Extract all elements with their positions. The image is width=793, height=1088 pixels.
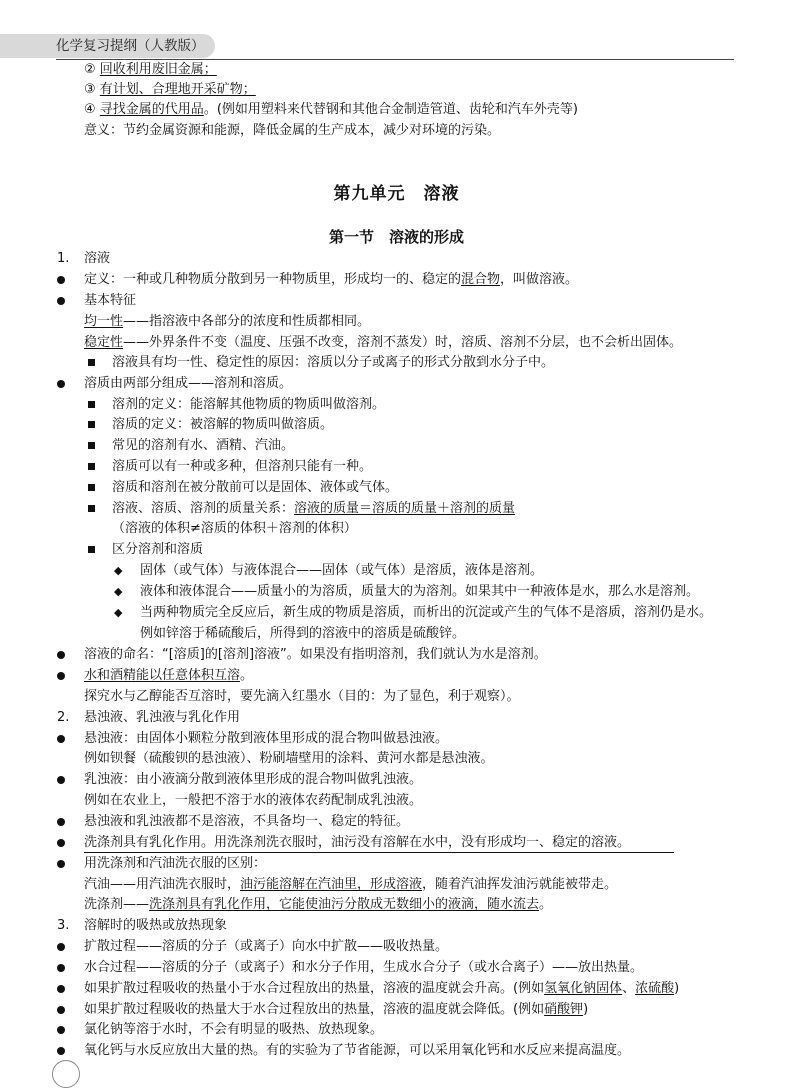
- solute-definition: 溶质的定义：被溶解的物质叫做溶质。: [112, 417, 334, 432]
- section-1-heading: 溶液: [84, 251, 111, 266]
- bullet-square: [88, 442, 95, 449]
- distinguish-heading: 区分溶剂和溶质: [112, 542, 204, 557]
- emulsion-definition: 乳浊液：由小液滴分散到液体里形成的混合物叫做乳浊液。: [84, 772, 423, 787]
- temperature-drop-text: 如果扩散过程吸收的热量大于水合过程放出的热量，溶液的温度就会降低。(例如: [84, 1002, 545, 1017]
- close-paren: ): [674, 981, 680, 996]
- mass-relation: [112, 501, 515, 517]
- bullet-square: [88, 505, 95, 512]
- bullet-dot: [57, 380, 65, 388]
- intro-item-4: [84, 102, 578, 118]
- detergent-underline: [84, 852, 674, 853]
- bullet-dot: [57, 651, 65, 659]
- bullet-dot: [57, 1026, 65, 1034]
- features-heading: 基本特征: [84, 293, 137, 308]
- diamond-bullet: ◆: [114, 585, 123, 598]
- mass-relation-label: 溶液、溶质、溶剂的质量关系：: [112, 501, 295, 516]
- suspension-definition: 悬浊液：由固体小颗粒分散到液体里形成的混合物叫做悬浊液。: [84, 731, 449, 746]
- example-kno3: 硝酸钾: [544, 1002, 584, 1017]
- feature-term: 稳定性: [84, 335, 124, 350]
- item-number: ④: [84, 102, 96, 117]
- item-number: ③: [84, 82, 96, 97]
- temperature-drop: [84, 1002, 588, 1018]
- washing-difference: 用洗涤剂和汽油洗衣服的区别：: [84, 856, 267, 871]
- detergent-label: 洗涤剂——: [84, 897, 150, 912]
- miscibility-end: 。: [240, 668, 254, 683]
- bullet-dot: [57, 1006, 65, 1014]
- feature-term: 均一性: [84, 314, 124, 329]
- temperature-rise-text: 如果扩散过程吸收的热量小于水合过程放出的热量，溶液的温度就会升高。(例如: [84, 981, 545, 996]
- detergent-key: 洗涤剂具有乳化作用，它能使油污分散成无数细小的液滴，随水流去: [149, 897, 540, 912]
- emulsion-example: 例如在农业上，一般把不溶于水的液体农药配制成乳浊液。: [84, 793, 423, 808]
- intro-meaning: 意义：节约金属资源和能源，降低金属的生产成本，减少对环境的污染。: [84, 123, 501, 138]
- mass-relation-formula: 溶液的质量＝溶质的质量＋溶剂的质量: [294, 501, 516, 516]
- bullet-square: [88, 359, 95, 366]
- example-naoh: 氢氧化钠固体: [544, 981, 623, 996]
- bullet-dot: [57, 276, 65, 284]
- diamond-bullet: ◆: [114, 564, 123, 577]
- section-3-number: 3.: [57, 918, 70, 933]
- section-2-number: 2.: [57, 710, 70, 725]
- item-text: 有计划、合理地开采矿物；: [99, 82, 256, 97]
- diamond-bullet: ◆: [114, 606, 123, 619]
- section-1-number: 1.: [57, 251, 70, 266]
- definition-key: 混合物: [461, 272, 501, 287]
- feature-stability: [84, 335, 682, 351]
- rule-solid-liquid: 固体（或气体）与液体混合——固体（或气体）是溶质，液体是溶剂。: [140, 563, 544, 578]
- detergent-end: 。: [539, 897, 553, 912]
- item-text: 回收利用废旧金属；: [99, 62, 217, 77]
- page-corner-circle: [52, 1060, 80, 1088]
- cao-note: 氧化钙与水反应放出大量的热。有的实验为了节省能源，可以采用氧化钙和水反应来提高温度。: [84, 1043, 631, 1058]
- composition: 溶质由两部分组成——溶剂和溶质。: [84, 376, 293, 391]
- nacl-note: 氯化钠等溶于水时，不会有明显的吸热、放热现象。: [84, 1022, 384, 1037]
- solvent-definition: 溶剂的定义：能溶解其他物质的物质叫做溶剂。: [112, 397, 386, 412]
- gasoline-label: 汽油——用汽油洗衣服时，: [84, 877, 241, 892]
- bullet-square: [88, 401, 95, 408]
- section-3-heading: 溶解时的吸热或放热现象: [84, 918, 228, 933]
- header-divider: [56, 59, 734, 60]
- item-note: 。(例如用塑料来代替钢和其他合金制造管道、齿轮和汽车外壳等): [203, 102, 578, 117]
- bullet-dot: [57, 776, 65, 784]
- bullet-dot: [57, 1047, 65, 1055]
- bullet-square: [88, 484, 95, 491]
- suspension-example: 例如钡餐（硫酸钡的悬浊液）、粉刷墙壁用的涂料、黄河水都是悬浊液。: [84, 751, 494, 766]
- gasoline-washing: [84, 877, 617, 893]
- rule-reaction: 当两种物质完全反应后，新生成的物质是溶质，而析出的沉淀或产生的气体不是溶质，溶剂仍是水。: [140, 605, 713, 620]
- temperature-rise: [84, 981, 679, 997]
- section-2-heading: 悬浊液、乳浊液与乳化作用: [84, 710, 241, 725]
- feature-desc: ——外界条件不变（温度、压强不改变，溶剂不蒸发）时，溶质、溶剂不分层，也不会析出固体。: [123, 335, 683, 350]
- bullet-dot: [57, 985, 65, 993]
- feature-uniformity: [84, 314, 370, 330]
- item-number: ②: [84, 62, 96, 77]
- gasoline-key: 油污能溶解在汽油里，形成溶液: [240, 877, 423, 892]
- stability-reason: 溶液具有均一性、稳定性的原因：溶质以分子或离子的形式分散到水分子中。: [112, 355, 555, 370]
- feature-desc: ——指溶液中各部分的浓度和性质都相同。: [123, 314, 371, 329]
- miscibility-key: 水和酒精能以任意体积互溶: [84, 668, 241, 683]
- bullet-dot: [57, 297, 65, 305]
- intro-item-2: [84, 62, 217, 78]
- explore-note: 探究水与乙醇能否互溶时，要先滴入红墨水（目的：为了显色，利于观察）。: [84, 689, 520, 704]
- gasoline-end: ，随着汽油挥发油污就能被带走。: [422, 877, 618, 892]
- bullet-dot: [57, 735, 65, 743]
- phase-note: 溶质和溶剂在被分散前可以是固体、液体或气体。: [112, 480, 399, 495]
- hydration-process: 水合过程——溶质的分子（或离子）和水分子作用，生成水合分子（或水合离子）——放出热量。: [84, 960, 644, 975]
- rule-liquid-liquid: 液体和液体混合——质量小的为溶质，质量大的为溶剂。如果其中一种液体是水，那么水是溶剂。: [140, 584, 700, 599]
- common-solvents: 常见的溶剂有水、酒精、汽油。: [112, 438, 295, 453]
- bullet-square: [88, 546, 95, 553]
- intro-item-3: [84, 82, 256, 98]
- header-title: 化学复习提纲（人教版）: [56, 38, 205, 54]
- bullet-square: [88, 421, 95, 428]
- bullet-dot: [57, 964, 65, 972]
- section-title: 第一节 溶液的形成: [328, 228, 464, 246]
- definition-text: 定义：一种或几种物质分散到另一种物质里，形成均一的、稳定的: [84, 272, 462, 287]
- volume-note: （溶液的体积≠溶质的体积＋溶剂的体积）: [112, 521, 357, 536]
- rule-reaction-example: 例如锌溶于稀硫酸后，所得到的溶液中的溶质是硫酸锌。: [140, 626, 466, 641]
- unit-title: 第九单元 溶液: [333, 184, 460, 204]
- detergent-emulsifying: 洗涤剂具有乳化作用。用洗涤剂洗衣服时，油污没有溶解在水中，没有形成均一、稳定的溶液。: [84, 835, 631, 850]
- bullet-dot: [57, 860, 65, 868]
- not-solution-note: 悬浊液和乳浊液都不是溶液，不具备均一、稳定的特征。: [84, 814, 410, 829]
- definition-end: ，叫做溶液。: [500, 272, 579, 287]
- bullet-dot: [57, 839, 65, 847]
- naming-rule: 溶液的命名：“[溶质]的[溶剂]溶液”。如果没有指明溶剂，我们就认为水是溶剂。: [84, 647, 547, 662]
- close-paren: ): [583, 1002, 589, 1017]
- bullet-square: [88, 463, 95, 470]
- example-h2so4: 浓硫酸: [635, 981, 675, 996]
- bullet-dot: [57, 818, 65, 826]
- bullet-dot: [57, 943, 65, 951]
- solute-count: 溶质可以有一种或多种，但溶剂只能有一种。: [112, 459, 373, 474]
- detergent-washing: [84, 897, 552, 913]
- miscibility: [84, 668, 253, 684]
- definition: [84, 272, 578, 288]
- separator: 、: [622, 981, 636, 996]
- diffusion-process: 扩散过程——溶质的分子（或离子）向水中扩散——吸收热量。: [84, 939, 449, 954]
- item-text: 寻找金属的代用品: [99, 102, 204, 117]
- bullet-dot: [57, 672, 65, 680]
